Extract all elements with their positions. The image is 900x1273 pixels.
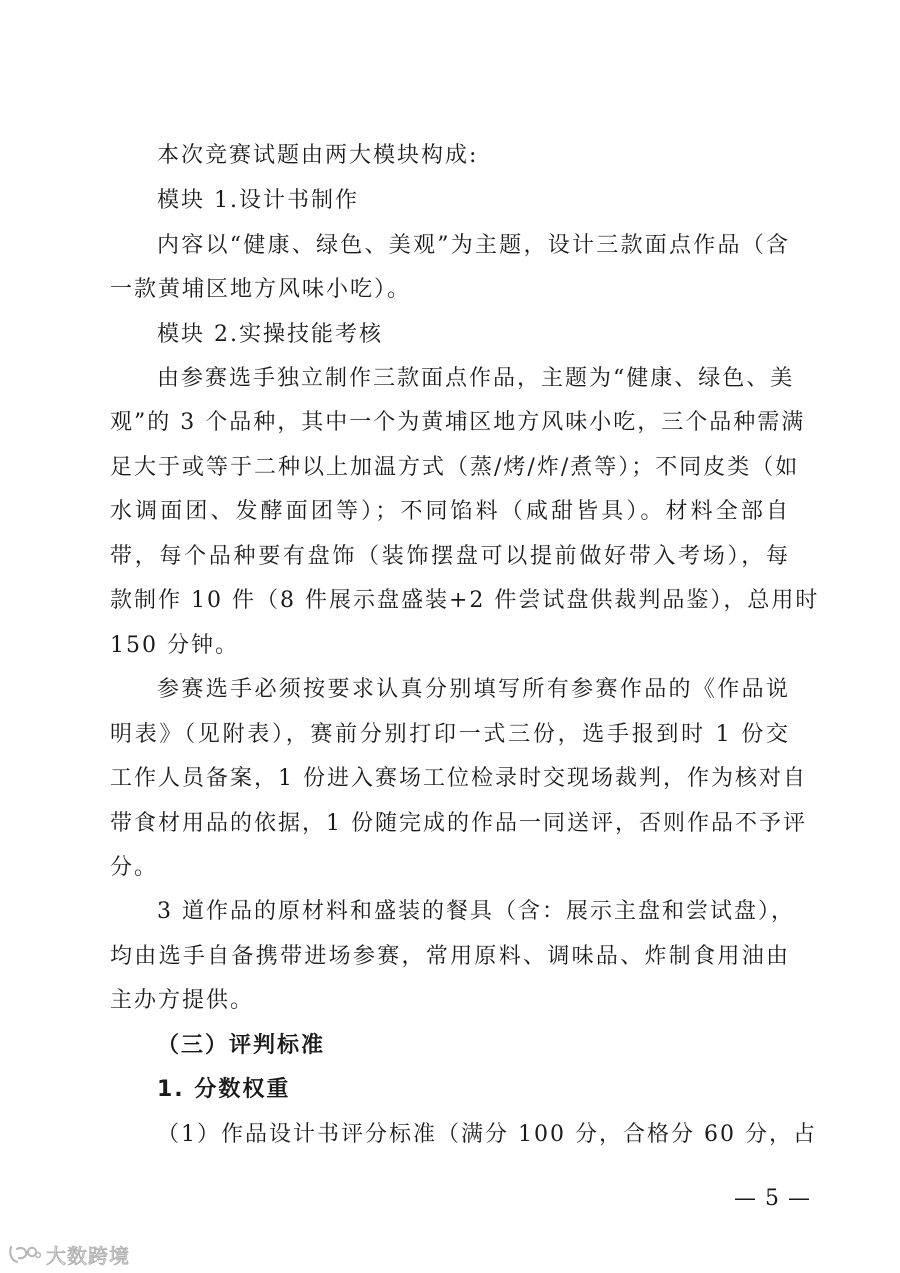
text-line: 款制作 10 件（8 件展示盘盛装+2 件尝试盘供裁判品鉴），总用时 — [110, 588, 820, 613]
text-line: 带，每个品种要有盘饰（装饰摆盘可以提前做好带入考场），每 — [110, 544, 790, 569]
text-line: 模块 1.设计书制作 — [157, 188, 359, 213]
text-line: （1）作品设计书评分标准（满分 100 分，合格分 60 分，占 — [157, 1122, 817, 1147]
section-heading: （三）评判标准 — [157, 1033, 326, 1058]
text-line: 带食材用品的依据，1 份随完成的作品一同送评，否则作品不予评 — [110, 811, 807, 836]
text-line: 150 分钟。 — [110, 633, 239, 658]
subsection-heading: 1. 分数权重 — [157, 1077, 291, 1102]
text-line: 均由选手自备携带进场参赛，常用原料、调味品、炸制食用油由 — [110, 944, 790, 969]
watermark-text: 大数跨境 — [46, 1243, 130, 1268]
text-line: 本次竞赛试题由两大模块构成: — [157, 143, 479, 168]
watermark-logo-icon — [8, 1243, 42, 1265]
text-line: 参赛选手必须按要求认真分别填写所有参赛作品的《作品说 — [157, 677, 790, 702]
watermark — [8, 1240, 130, 1268]
text-line: 内容以“健康、绿色、美观”为主题，设计三款面点作品（含 — [157, 233, 790, 258]
text-line: 主办方提供。 — [110, 988, 255, 1013]
page-number: — 5 — — [734, 1186, 811, 1211]
text-line: 明表》（见附表），赛前分别打印一式三份，选手报到时 1 份交 — [110, 722, 790, 747]
text-line: 分。 — [110, 855, 159, 880]
text-line: 一款黄埔区地方风味小吃）。 — [110, 277, 412, 302]
text-line: 由参赛选手独立制作三款面点作品，主题为“健康、绿色、美 — [157, 366, 795, 391]
text-line: 水调面团、发酵面团等）；不同馅料（咸甜皆具）。材料全部自 — [110, 499, 790, 524]
text-line: 观”的 3 个品种，其中一个为黄埔区地方风味小吃，三个品种需满 — [110, 410, 806, 435]
text-line: 模块 2.实操技能考核 — [157, 322, 383, 347]
text-line: 工作人员备案，1 份进入赛场工位检录时交现场裁判，作为核对自 — [110, 766, 807, 791]
text-line: 足大于或等于二种以上加温方式（蒸/烤/炸/煮等）；不同皮类（如 — [110, 455, 800, 480]
text-line: 3 道作品的原材料和盛装的餐具（含：展示主盘和尝试盘）， — [157, 899, 795, 924]
